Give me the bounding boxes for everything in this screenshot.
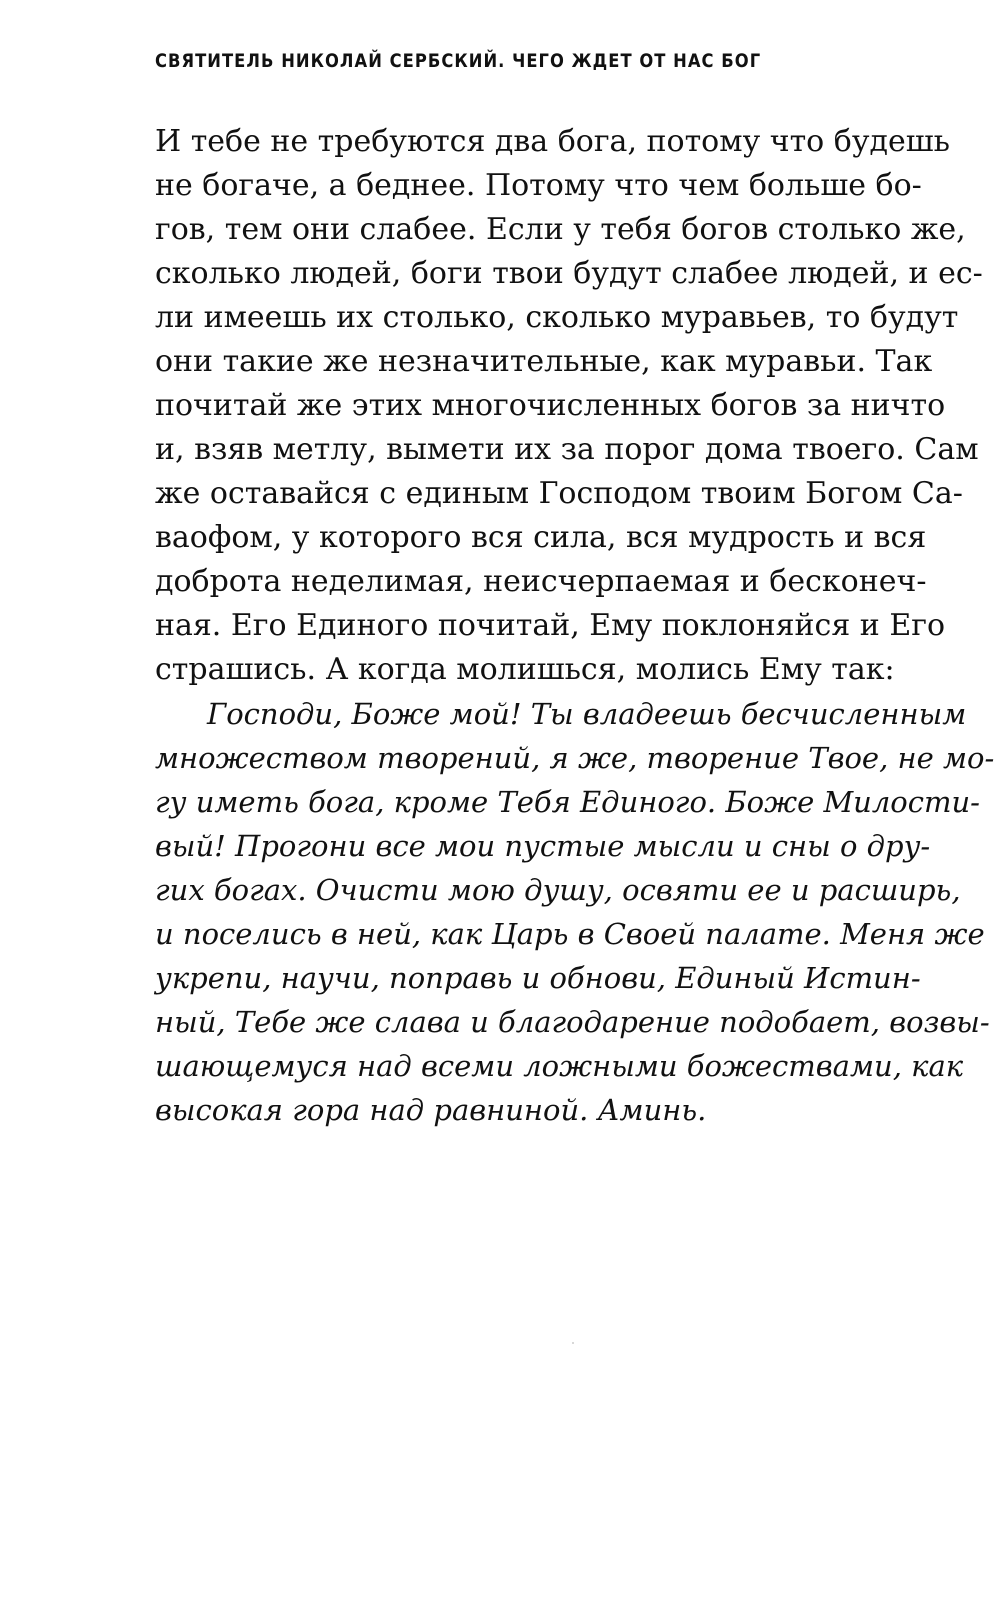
prayer-paragraph [155, 692, 995, 1132]
running-head: СВЯТИТЕЛЬ НИКОЛАЙ СЕРБСКИЙ. ЧЕГО ЖДЕТ ОТ НАС БОГ [155, 50, 762, 72]
text-line: доброта неделимая, неисчерпаемая и бесконеч- [155, 564, 927, 599]
text-line: ли имеешь их столько, сколько муравьев, то будут [155, 300, 959, 335]
prayer-line: укрепи, научи, поправь и обнови, Единый Истин- [155, 961, 921, 995]
text-line: ваофом, у которого вся сила, вся мудрость и вся [155, 520, 927, 555]
prayer-line: ный, Тебе же слава и благодарение подобает, возвы- [155, 1005, 990, 1039]
text-line: они такие же незначительные, как муравьи. Так [155, 344, 933, 379]
text-line: почитай же этих многочисленных богов за ничто [155, 388, 946, 423]
prayer-line: вый! Прогони все мои пустые мысли и сны о дру- [155, 829, 931, 863]
prayer-line: высокая гора над равниной. Аминь. [155, 1093, 707, 1127]
scan-speck [572, 1342, 574, 1344]
text-line: гов, тем они слабее. Если у тебя богов столько же, [155, 212, 966, 247]
text-line: и, взяв метлу, вымети их за порог дома твоего. Сам [155, 432, 979, 467]
text-line: не богаче, а беднее. Потому что чем больше бо- [155, 168, 922, 203]
prayer-line: множеством творений, я же, творение Твое, не мо- [155, 741, 995, 775]
text-line: И тебе не требуются два бога, потому что будешь [155, 124, 950, 159]
prayer-line: гу иметь бога, кроме Тебя Единого. Боже Милости- [155, 785, 980, 819]
prayer-line: Господи, Боже мой! Ты владеешь бесчисленным [207, 697, 967, 731]
text-line: страшись. А когда молишься, молись Ему так: [155, 652, 895, 687]
text-line: сколько людей, боги твои будут слабее людей, и ес- [155, 256, 983, 291]
text-block [155, 120, 995, 1132]
text-line: же оставайся с единым Господом твоим Богом Са- [155, 476, 963, 511]
text-line: ная. Его Единого почитай, Ему поклоняйся и Его [155, 608, 946, 643]
prayer-line: гих богах. Очисти мою душу, освяти ее и расширь, [155, 873, 961, 907]
prayer-line: и поселись в ней, как Царь в Своей палате. Меня же [155, 917, 985, 951]
prayer-line: шающемуся над всеми ложными божествами, как [155, 1049, 964, 1083]
paragraph-main [155, 120, 983, 692]
